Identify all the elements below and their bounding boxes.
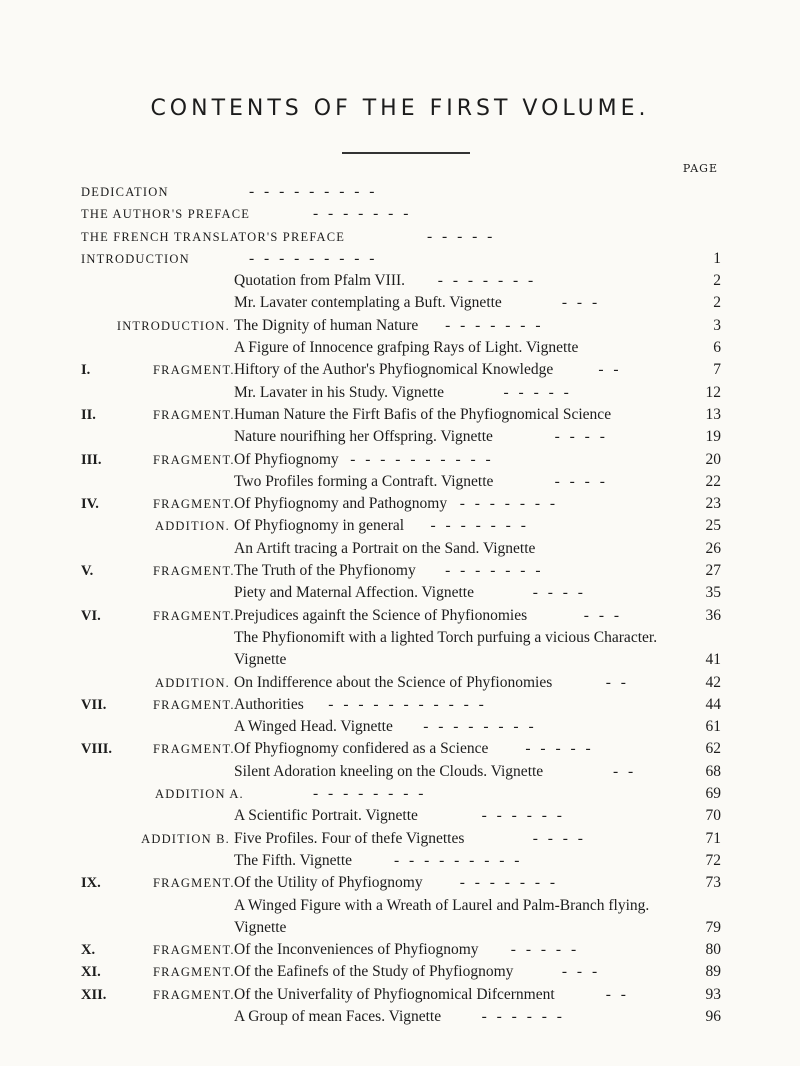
entry-title: Piety and Maternal Affection. Vignette (234, 584, 474, 602)
toc-entry (81, 783, 721, 805)
entry-label: FRAGMENT. (153, 987, 235, 1002)
page-number: 7 (713, 361, 721, 379)
entry-title: A Group of mean Faces. Vignette (234, 1007, 442, 1025)
page-number: 25 (705, 517, 721, 535)
entry-title: Of the Utility of Phyfiognomy (234, 874, 423, 892)
dash-leader: - - - - (532, 829, 583, 847)
entry-title: The Phyfionomift with a lighted Torch purfuing a vicious Character. Vignette (234, 628, 658, 669)
toc-entry (81, 449, 721, 471)
dash-leader: - - (598, 361, 619, 379)
entry-title: Two Profiles forming a Contraft. Vignette (234, 472, 494, 490)
toc-entry (81, 493, 721, 515)
page-number: 80 (705, 941, 721, 959)
page-number: 19 (705, 428, 721, 446)
toc-entry (81, 984, 721, 1006)
entry-numeral: VI. (81, 607, 101, 624)
entry-label: FRAGMENT. (153, 697, 235, 712)
dash-leader: - - (605, 673, 626, 691)
page-number: 20 (705, 450, 721, 468)
entry-title: Quotation from Pfalm VIII. (234, 272, 406, 290)
entry-numeral: VII. (81, 696, 107, 713)
toc-entry (81, 605, 721, 627)
entry-label: INTRODUCTION. (116, 318, 230, 333)
entry-label: FRAGMENT. (153, 497, 235, 512)
dash-leader: - - - - - (510, 941, 577, 959)
toc-entry (81, 761, 721, 783)
table-of-contents (81, 181, 721, 1028)
page-number: 26 (705, 539, 721, 557)
page-number: 61 (705, 718, 721, 736)
entry-numeral: X. (81, 942, 96, 959)
dash-leader: - - - - - - - (445, 316, 541, 334)
dash-leader: - - - - - - - - (423, 718, 534, 736)
toc-entry (81, 850, 721, 872)
dash-leader: - - - - - - - (445, 562, 541, 580)
entry-label: ADDITION B. (141, 831, 230, 846)
entry-title: The Truth of the Phyfionomy (234, 562, 416, 580)
entry-title: Of the Inconveniences of Phyfiognomy (234, 941, 479, 959)
toc-entry (81, 939, 721, 961)
page-number: 71 (705, 829, 721, 847)
entry-title: Mr. Lavater contemplating a Buft. Vignette (234, 294, 502, 312)
dash-leader: - - - - - - - (459, 495, 556, 513)
entry-title: Nature nourifhing her Offspring. Vignette (234, 428, 493, 446)
page-number: 13 (705, 405, 721, 423)
toc-entry (81, 203, 721, 225)
dash-leader: - - - - - - - (430, 517, 526, 535)
entry-label: THE FRENCH TRANSLATOR'S PREFACE (81, 229, 346, 244)
dash-leader: - - - - - - (481, 1007, 562, 1025)
toc-entry (81, 426, 721, 448)
page-number: 36 (705, 606, 721, 624)
page-number: 3 (713, 316, 721, 334)
dash-leader: - - - - - - - - (313, 785, 424, 803)
entry-numeral: XI. (81, 964, 101, 981)
entry-title: The Dignity of human Nature (234, 316, 419, 334)
toc-entry (81, 382, 721, 404)
entry-title: The Fifth. Vignette (234, 851, 353, 869)
page-number: 72 (705, 851, 721, 869)
page-number: 79 (705, 918, 721, 936)
toc-entry (81, 872, 721, 894)
entry-title: Authorities (234, 695, 304, 713)
entry-label: FRAGMENT. (153, 608, 235, 623)
entry-numeral: VIII. (81, 741, 113, 758)
toc-entry (81, 270, 721, 292)
entry-title: Of the Eafinefs of the Study of Phyfiognomy (234, 963, 514, 981)
dash-leader: - - - - (554, 428, 605, 446)
toc-entry (81, 404, 721, 426)
dash-leader: - - - - - - - - - - - (328, 695, 484, 713)
dash-leader: - - - (583, 606, 620, 624)
entry-numeral: IX. (81, 875, 101, 892)
entry-title: A Winged Figure with a Wreath of Laurel and Palm-Branch flying. Vignette (234, 896, 650, 936)
entry-label: THE AUTHOR'S PREFACE (81, 207, 251, 222)
dash-leader: - - - - - - - (459, 874, 556, 892)
toc-entry (81, 582, 721, 604)
dash-leader: - - - - (554, 472, 605, 490)
dash-leader: - - - (561, 294, 598, 312)
entry-title: On Indifference about the Science of Phyfionomies (234, 673, 553, 691)
entry-numeral: III. (81, 451, 102, 468)
entry-title: Of the Univerfality of Phyfiognomical Difcernment (234, 985, 555, 1003)
dash-leader: - - - (561, 963, 598, 981)
page-number: 93 (705, 985, 721, 1003)
page-number: 27 (705, 562, 721, 580)
entry-numeral: II. (81, 406, 96, 423)
toc-entry (81, 315, 721, 337)
page-number: 69 (705, 785, 721, 803)
entry-label: ADDITION. (154, 675, 230, 690)
page-number: 62 (705, 740, 721, 758)
entry-label: FRAGMENT. (153, 742, 235, 757)
entry-numeral: IV. (81, 496, 99, 513)
dash-leader: - - - - (532, 584, 583, 602)
dash-leader: - - - - - - - (313, 205, 409, 223)
entry-numeral: V. (81, 563, 94, 580)
page-number: 23 (705, 495, 721, 513)
toc-entry (81, 738, 721, 760)
page-number: 6 (713, 339, 721, 357)
dash-leader: - - (605, 985, 626, 1003)
entry-numeral: XII. (81, 986, 107, 1003)
page-number: 1 (713, 249, 721, 267)
entry-title: Of Phyfiognomy and Pathognomy (234, 495, 448, 513)
entry-label: DEDICATION (81, 185, 169, 199)
entry-title: Silent Adoration kneeling on the Clouds. Vignette (234, 762, 544, 780)
toc-entry (81, 694, 721, 716)
entry-title: Five Profiles. Four of thefe Vignettes (234, 829, 465, 847)
dash-leader: - - (613, 762, 634, 780)
page-number: 68 (705, 762, 721, 780)
toc-entry (81, 337, 721, 359)
toc-entry (81, 181, 721, 203)
entry-label: INTRODUCTION (81, 251, 190, 266)
toc-entry (81, 895, 721, 940)
entry-title: Of Phyfiognomy in general (234, 517, 405, 535)
entry-label: FRAGMENT. (153, 876, 235, 891)
page-number: 41 (705, 651, 721, 669)
toc-entry (81, 538, 721, 560)
dash-leader: - - - - - (525, 740, 591, 758)
toc-entry (81, 1006, 721, 1028)
page-column-header: PAGE (682, 162, 718, 175)
entry-label: ADDITION A. (155, 787, 244, 802)
page-number: 96 (705, 1007, 721, 1025)
toc-entry (81, 248, 721, 270)
toc-entry (81, 828, 721, 850)
entry-label: FRAGMENT. (153, 407, 235, 422)
page-number: 89 (705, 963, 721, 981)
entry-label: FRAGMENT. (153, 452, 235, 467)
entry-title: Human Nature the Firft Bafis of the Phyfiognomical Science (234, 405, 612, 423)
entry-title: Prejudices againft the Science of Phyfionomies (234, 606, 528, 624)
toc-entry (81, 716, 721, 738)
dash-leader: - - - - - - - - - - (350, 450, 491, 468)
entry-numeral: I. (81, 362, 91, 379)
page-number: 44 (705, 695, 721, 713)
dash-leader: - - - - - - (481, 807, 562, 825)
entry-title: Mr. Lavater in his Study. Vignette (234, 383, 445, 401)
toc-entry (81, 805, 721, 827)
dash-leader: - - - - - (503, 383, 569, 401)
entry-title: Of Phyfiognomy confidered as a Science (234, 740, 489, 758)
toc-entry (81, 515, 721, 537)
entry-title: Hiftory of the Author's Phyfiognomical Knowledge (234, 361, 554, 379)
page-title: CONTENTS OF THE FIRST VOLUME. (150, 96, 650, 121)
page-number: 70 (705, 807, 721, 825)
toc-entry (81, 672, 721, 694)
page-number: 2 (713, 272, 721, 290)
page-number: 22 (705, 472, 721, 490)
entry-label: FRAGMENT. (153, 564, 235, 579)
dash-leader: - - - - - - - - - (249, 249, 375, 267)
entry-title: A Scientific Portrait. Vignette (234, 807, 418, 825)
entry-title: An Artift tracing a Portrait on the Sand. Vignette (234, 539, 536, 557)
page-number: 73 (705, 874, 721, 892)
entry-label: FRAGMENT. (153, 965, 235, 980)
toc-entry (81, 292, 721, 314)
toc-entry (81, 359, 721, 381)
toc-entry (81, 627, 721, 672)
entry-title: A Figure of Innocence grafping Rays of Light. Vignette (234, 339, 579, 357)
entry-label: ADDITION. (154, 519, 230, 534)
toc-entry (81, 961, 721, 983)
page-number: 35 (705, 584, 721, 602)
entry-label: FRAGMENT. (153, 943, 235, 958)
toc-entry (81, 560, 721, 582)
dash-leader: - - - - - - - - - (394, 851, 520, 869)
page-number: 12 (705, 383, 721, 401)
entry-label: FRAGMENT. (153, 363, 235, 378)
entry-title: A Winged Head. Vignette (234, 718, 393, 736)
page-number: 42 (705, 673, 721, 691)
toc-entry (81, 226, 721, 248)
dash-leader: - - - - - - - - - (249, 183, 375, 200)
title-rule (342, 152, 470, 154)
dash-leader: - - - - - (427, 227, 493, 245)
toc-entry (81, 471, 721, 493)
page-number: 2 (713, 294, 721, 312)
dash-leader: - - - - - - - (437, 272, 534, 290)
entry-title: Of Phyfiognomy (234, 450, 339, 468)
